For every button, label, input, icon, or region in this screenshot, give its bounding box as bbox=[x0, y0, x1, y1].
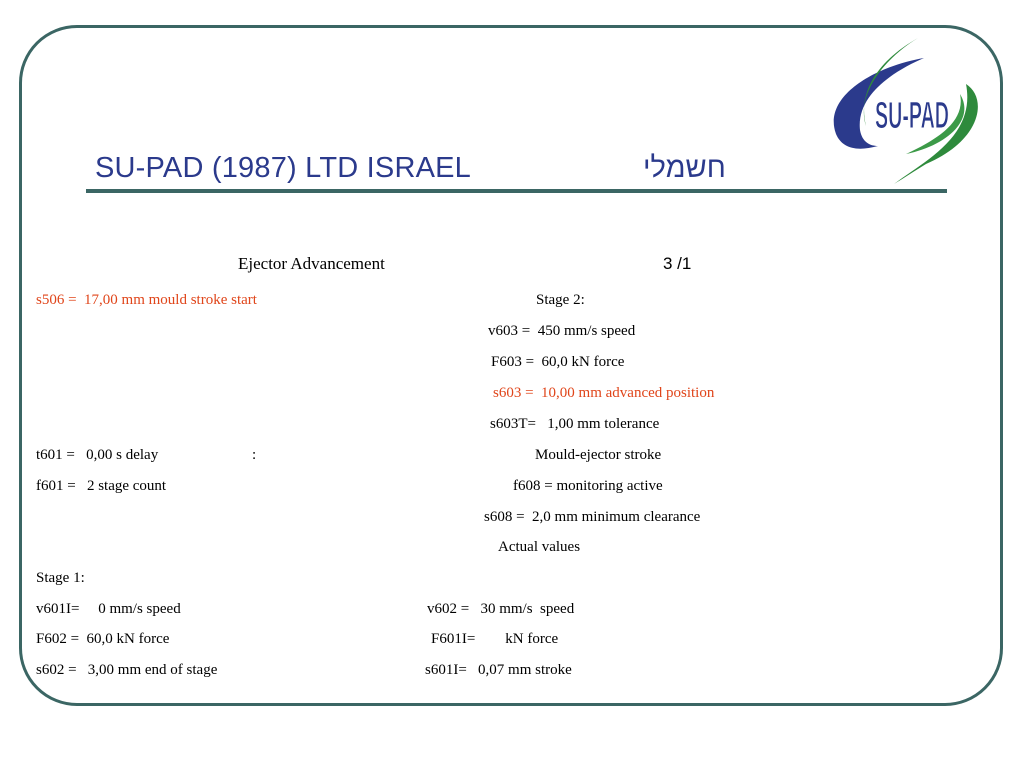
stage1-label: Stage 1: bbox=[36, 570, 85, 586]
param-s601I: s601I= 0,07 mm stroke bbox=[425, 662, 572, 678]
param-f601: f601 = 2 stage count bbox=[36, 478, 167, 494]
param-v603: v603 = 450 mm/s speed bbox=[488, 323, 636, 339]
param-t601: t601 = 0,00 s delay bbox=[36, 447, 159, 463]
page-number: 3 /1 bbox=[663, 254, 692, 273]
param-F601I: F601I= kN force bbox=[431, 631, 559, 647]
mould-ejector-label: Mould-ejector stroke bbox=[535, 447, 662, 463]
param-s603: s603 = 10,00 mm advanced position bbox=[493, 385, 715, 401]
page-title: SU-PAD (1987) LTD ISRAEL bbox=[95, 152, 472, 184]
su-pad-logo bbox=[826, 36, 986, 186]
param-s602: s602 = 3,00 mm end of stage bbox=[36, 662, 218, 678]
logo-text: SU-PAD bbox=[875, 95, 949, 137]
param-s603T: s603T= 1,00 mm tolerance bbox=[490, 416, 660, 432]
actual-values-label: Actual values bbox=[498, 539, 581, 555]
param-s506: s506 = 17,00 mm mould stroke start bbox=[36, 292, 257, 308]
stage2-label: Stage 2: bbox=[536, 292, 585, 308]
title-divider bbox=[86, 189, 947, 193]
param-F603: F603 = 60,0 kN force bbox=[491, 354, 625, 370]
colon-separator: : bbox=[252, 447, 257, 463]
param-f608: f608 = monitoring active bbox=[513, 478, 663, 494]
param-F602: F602 = 60,0 kN force bbox=[36, 631, 170, 647]
param-s608: s608 = 2,0 mm minimum clearance bbox=[484, 509, 701, 525]
param-v602: v602 = 30 mm/s speed bbox=[427, 601, 575, 617]
page-title-hebrew: חשמלי bbox=[643, 152, 726, 184]
param-v601I: v601I= 0 mm/s speed bbox=[36, 601, 181, 617]
section-heading: Ejector Advancement bbox=[238, 254, 385, 273]
